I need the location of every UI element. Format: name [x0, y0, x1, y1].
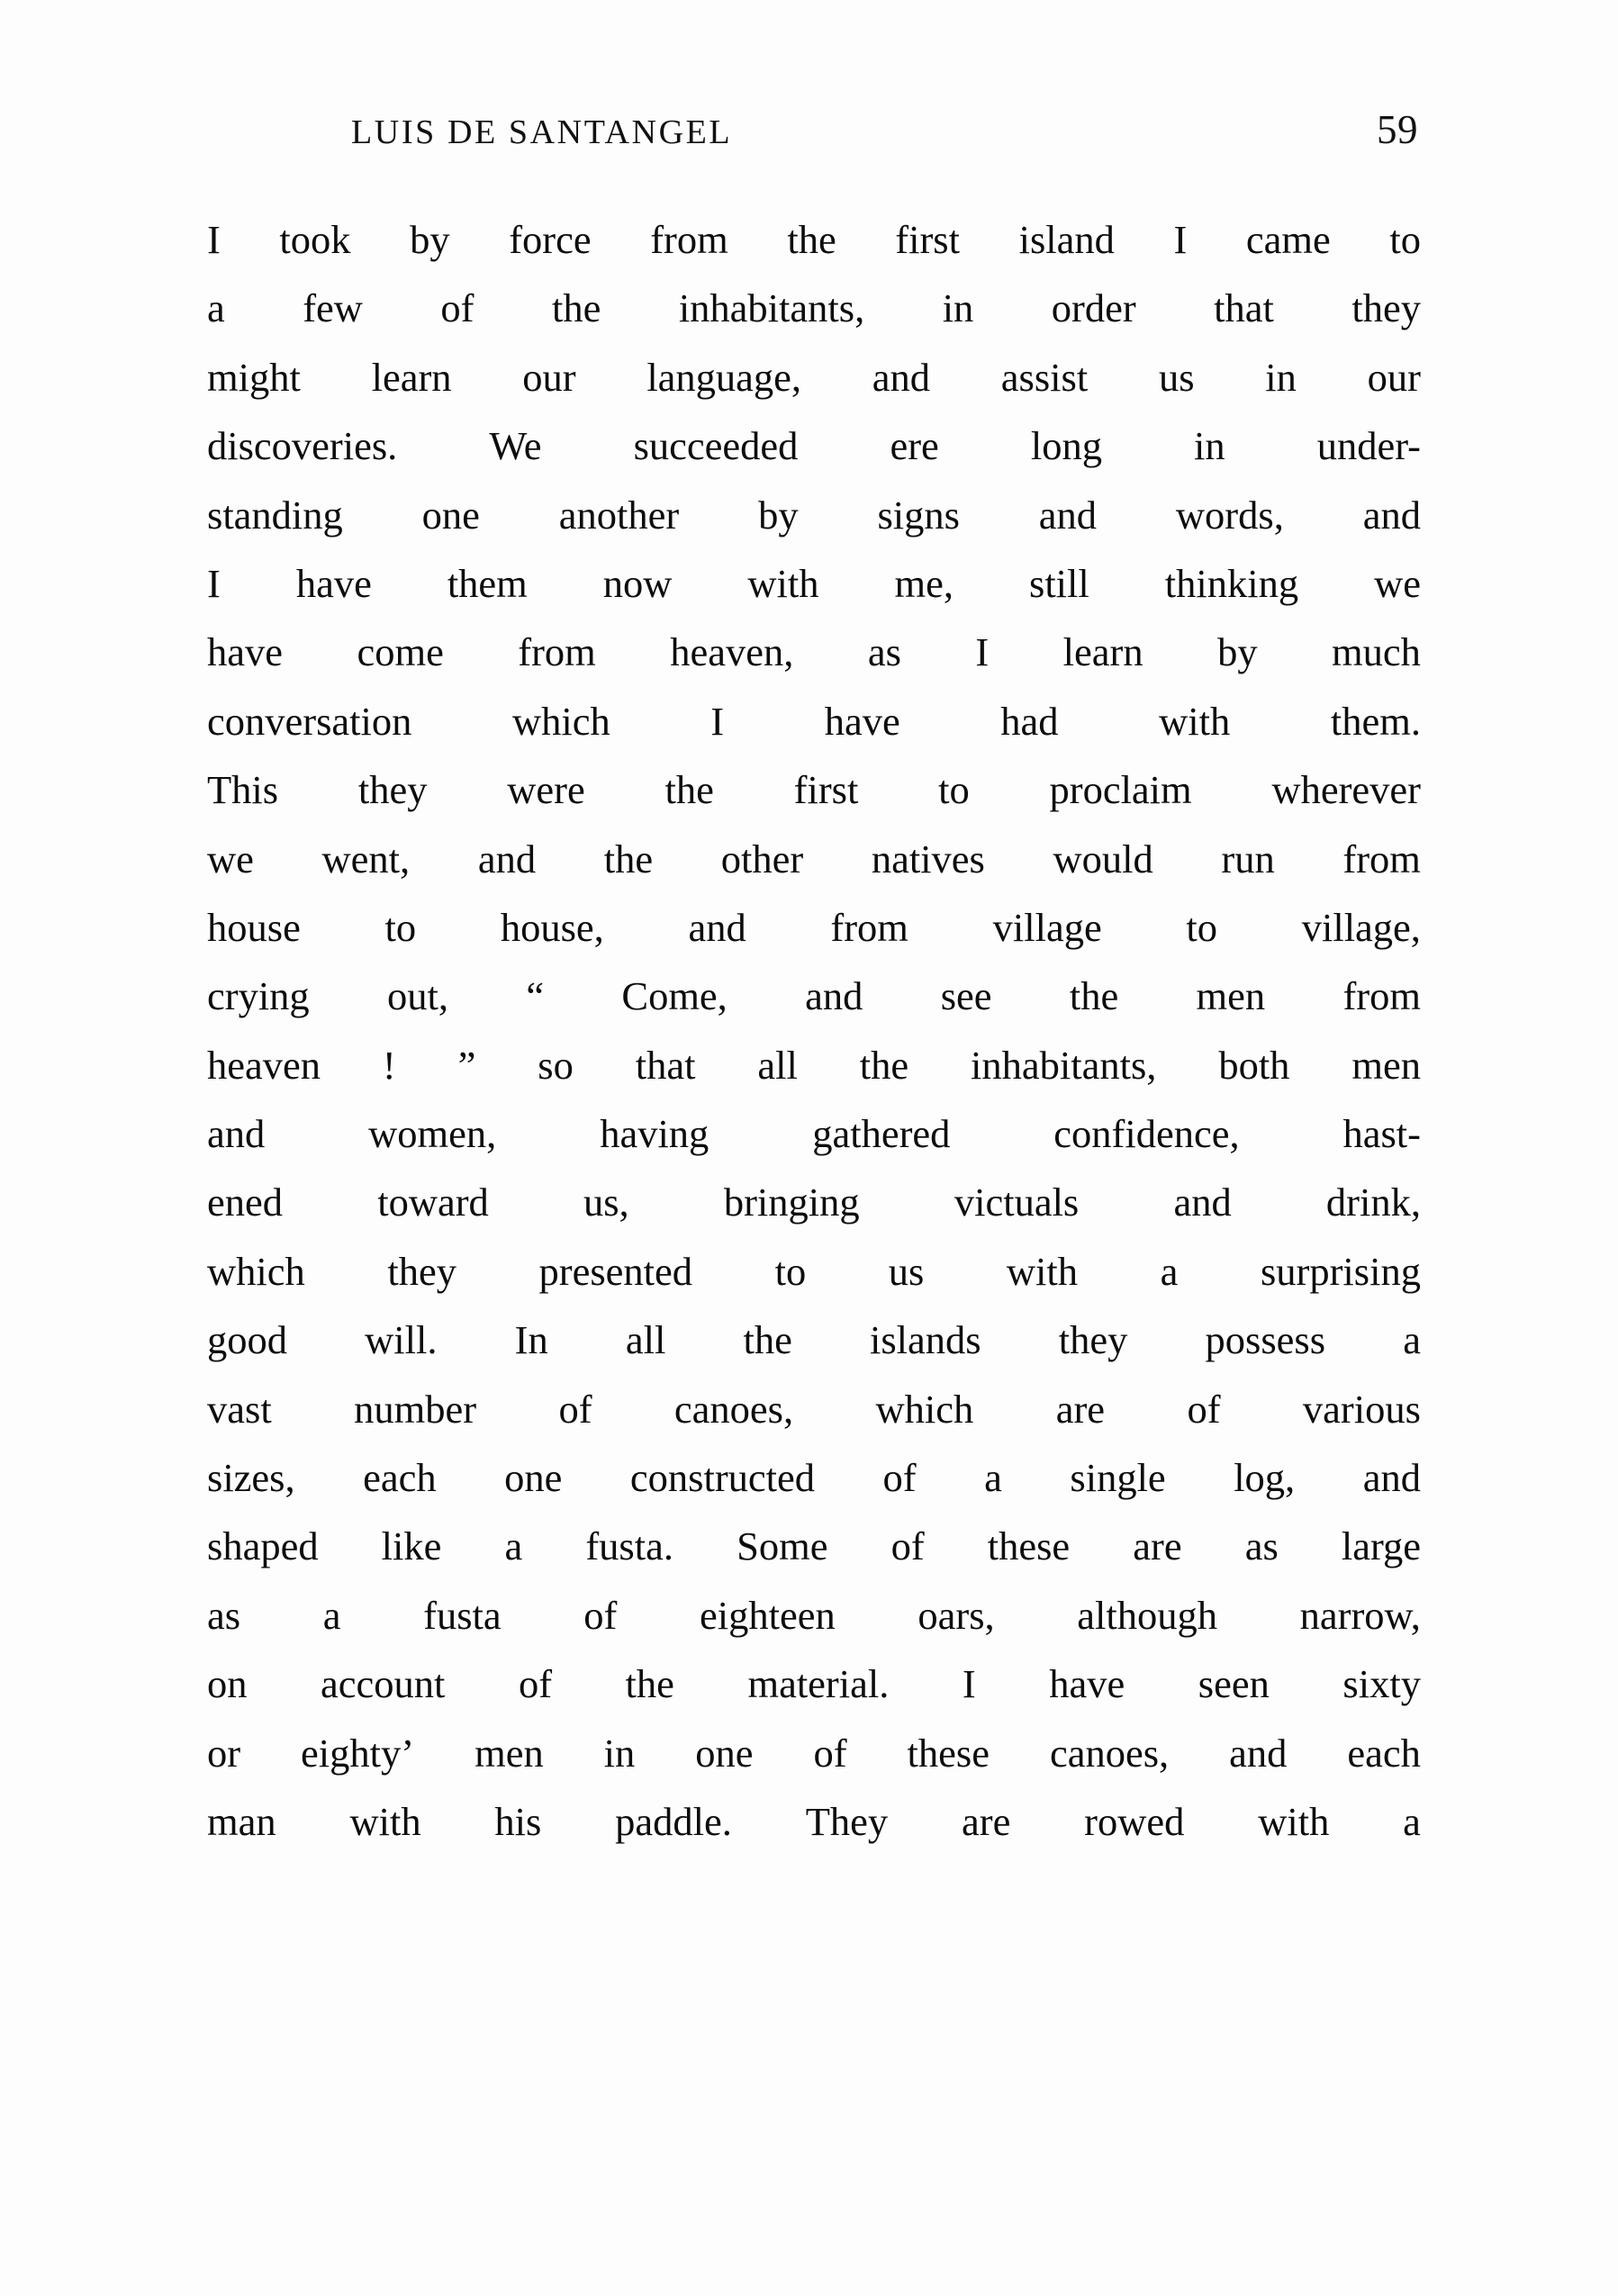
running-head-title: LUIS DE SANTANGEL: [351, 113, 733, 151]
body-text-line: conversation which I have had with them.: [207, 698, 1421, 744]
body-text-line: as a fusta of eighteen oars, although narrow,: [207, 1592, 1421, 1638]
body-text-line: a few of the inhabitants, in order that they: [207, 285, 1421, 331]
body-text-line: crying out, “ Come, and see the men from: [207, 973, 1421, 1019]
body-text-line: we went, and the other natives would run from: [207, 836, 1421, 881]
body-text-line: man with his paddle. They are rowed with a: [207, 1798, 1421, 1844]
body-text-line: I have them now with me, still thinking we: [207, 560, 1421, 606]
body-text-line: ened toward us, bringing victuals and drink,: [207, 1180, 1421, 1225]
body-text-block: [207, 205, 1421, 1856]
body-text-line: sizes, each one constructed of a single log, and: [207, 1455, 1421, 1501]
body-text-line: shaped like a fusta. Some of these are as large: [207, 1523, 1421, 1569]
body-text-line: have come from heaven, as I learn by much: [207, 629, 1421, 675]
body-text-line: and women, having gathered confidence, hast-: [207, 1111, 1421, 1157]
body-text-line: good will. In all the islands they possess a: [207, 1317, 1421, 1363]
page-number: 59: [1377, 107, 1418, 152]
body-text-line: vast number of canoes, which are of various: [207, 1386, 1421, 1432]
body-text-line: discoveries. We succeeded ere long in under-: [207, 423, 1421, 469]
body-text-line: might learn our language, and assist us in our: [207, 354, 1421, 400]
body-text-line: house to house, and from village to village,: [207, 904, 1421, 950]
body-text-line: standing one another by signs and words, and: [207, 492, 1421, 538]
body-text-line: This they were the first to proclaim wherever: [207, 767, 1421, 813]
body-text-line: or eighty’ men in one of these canoes, and each: [207, 1730, 1421, 1776]
body-text-line: I took by force from the first island I came to: [207, 217, 1421, 262]
body-text-line: which they presented to us with a surprising: [207, 1248, 1421, 1294]
running-head: [207, 106, 1418, 158]
body-text-line: heaven ! ” so that all the inhabitants, both men: [207, 1042, 1421, 1088]
body-text-line: on account of the material. I have seen sixty: [207, 1661, 1421, 1707]
